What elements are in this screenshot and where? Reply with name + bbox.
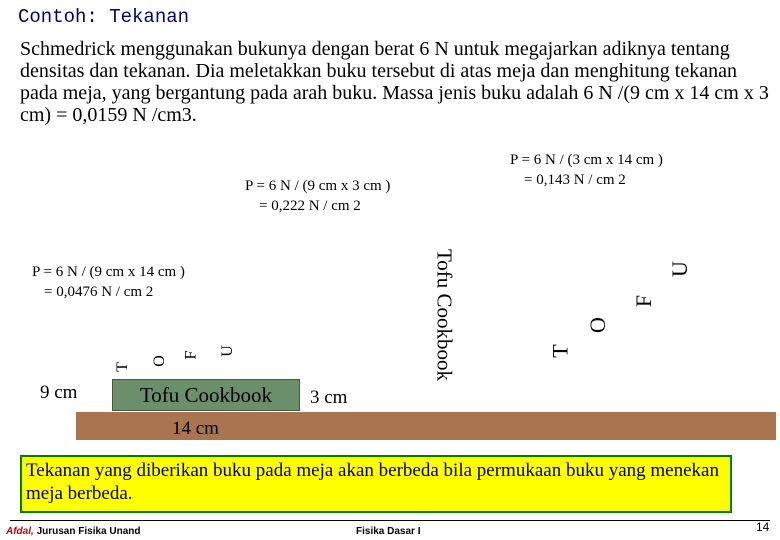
- flat-letter-f: F: [182, 350, 200, 360]
- footer-credit: [6, 526, 140, 537]
- formula-side-line2: = 0,143 N / cm 2: [524, 172, 626, 188]
- side-letter-f: F: [631, 294, 657, 308]
- formula-flat-line2: = 0,0476 N / cm 2: [44, 284, 154, 300]
- footer-author: Afdal,: [6, 526, 34, 537]
- note-box: Tekanan yang diberikan buku pada meja akan berbeda bila permukaan buku yang menekan meja berbeda.: [20, 455, 732, 513]
- page-number: 14: [756, 520, 770, 534]
- flat-letter-o: O: [150, 355, 168, 367]
- dimension-width-label: 9 cm: [40, 382, 78, 403]
- dimension-height-label: 3 cm: [310, 387, 348, 408]
- side-letter-t: T: [547, 344, 573, 358]
- book-side: [538, 226, 706, 410]
- flat-letter-u: U: [218, 345, 236, 357]
- book-standing: [425, 220, 463, 410]
- flat-letter-t: T: [113, 362, 131, 372]
- footer-divider: [10, 520, 770, 521]
- formula-side: [510, 150, 663, 190]
- formula-stand: [245, 176, 390, 216]
- formula-stand-line2: = 0,222 N / cm 2: [259, 198, 361, 214]
- side-letter-u: U: [666, 261, 692, 277]
- intro-paragraph: Schmedrick menggunakan bukunya dengan berat 6 N untuk megajarkan adiknya tentang densitas dan tekanan. Dia meletakkan buku tersebut di atas meja dan menghitung tekanan pada meja, yang bergantung pada arah buku. Massa jenis buku adalah 6 N /(9 cm x 14 cm x 3 cm) = 0,0159 N /cm3.: [20, 38, 769, 126]
- book-standing-title: Tofu Cookbook: [432, 248, 457, 382]
- formula-side-line1: P = 6 N / (3 cm x 14 cm ): [510, 152, 663, 168]
- formula-stand-line1: P = 6 N / (9 cm x 3 cm ): [245, 178, 391, 194]
- formula-flat: [32, 262, 185, 302]
- footer-course: Fisika Dasar I: [356, 526, 421, 537]
- dimension-length-label: 14 cm: [172, 418, 219, 439]
- formula-flat-line1: P = 6 N / (9 cm x 14 cm ): [32, 264, 185, 280]
- slide-title: Contoh: Tekanan: [18, 6, 190, 28]
- footer-department: Jurusan Fisika Unand: [36, 526, 141, 537]
- book-flat: Tofu Cookbook: [112, 379, 300, 411]
- side-letter-o: O: [584, 317, 610, 333]
